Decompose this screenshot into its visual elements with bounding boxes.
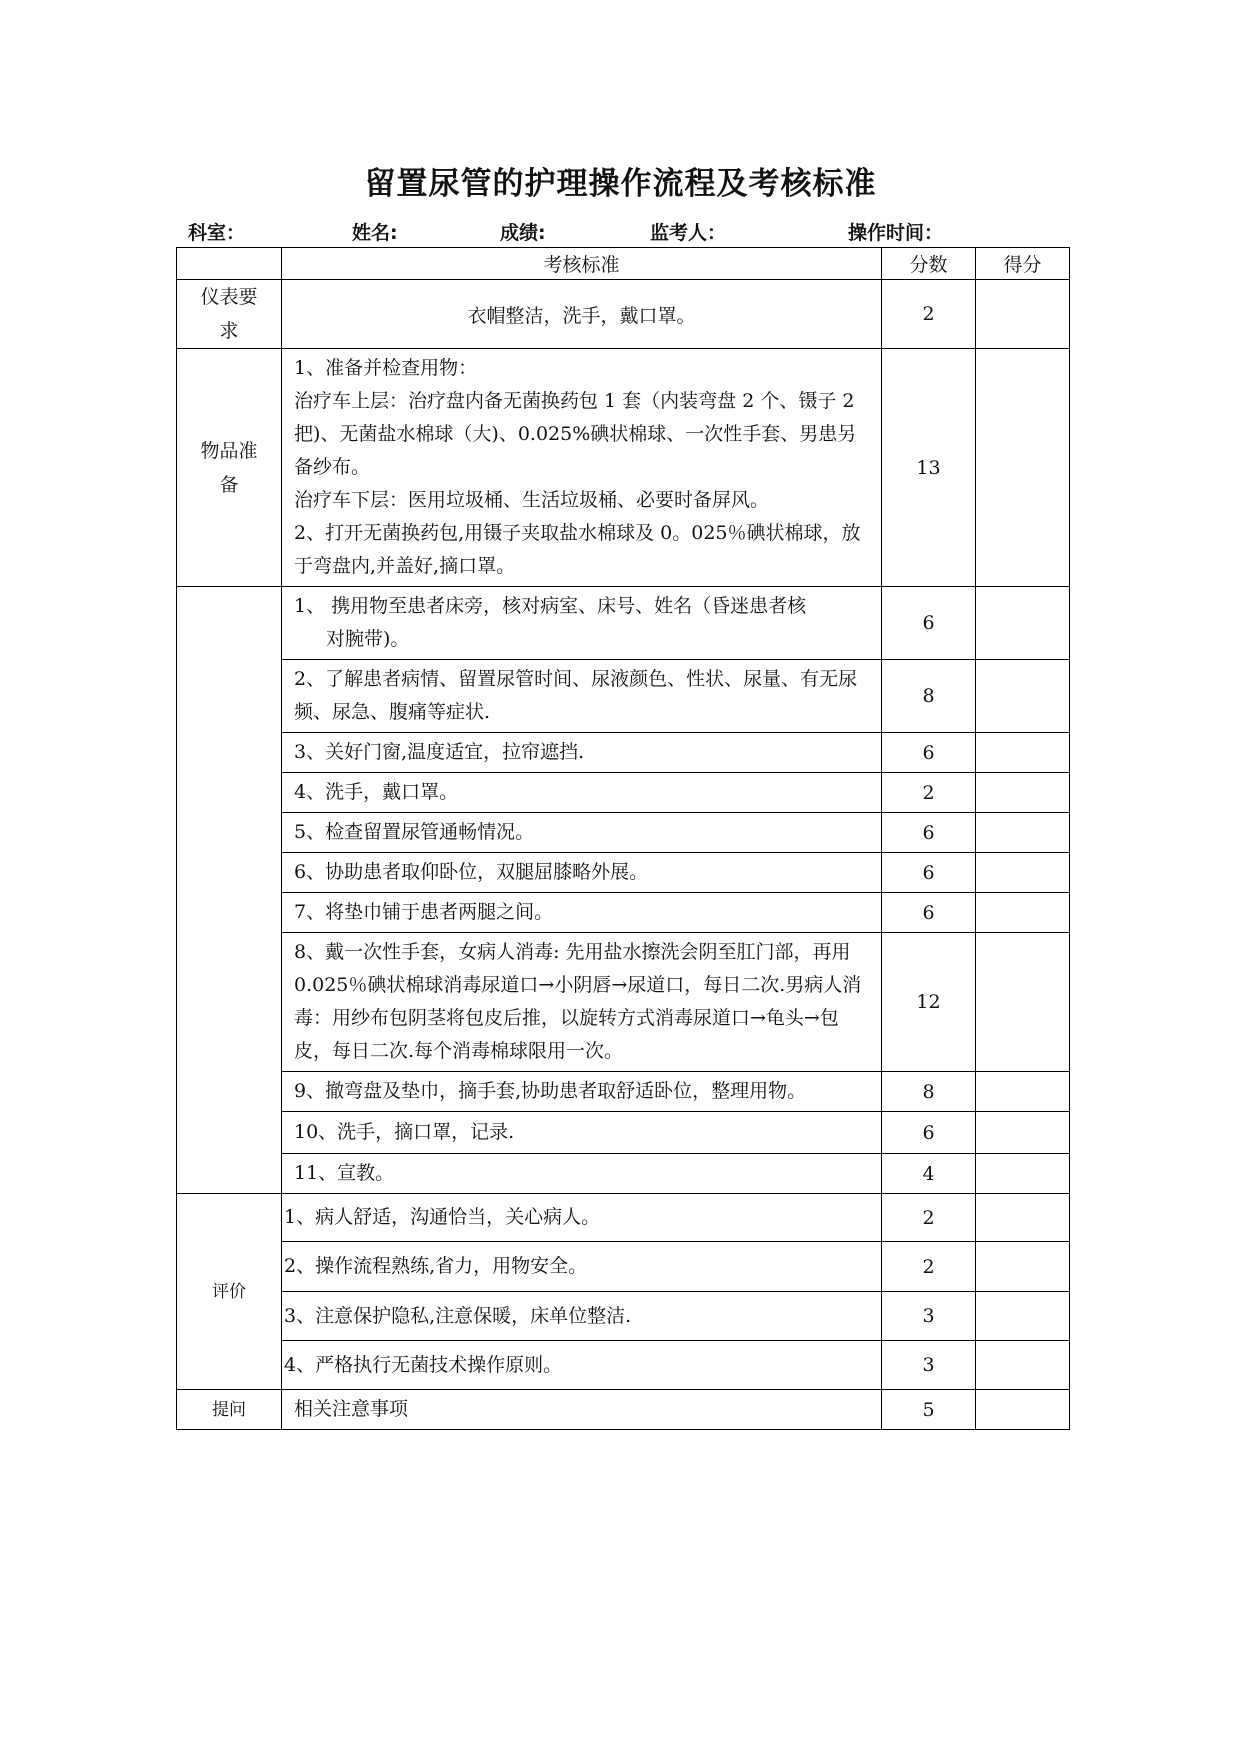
prep-line: 治疗车下层：医用垃圾桶、生活垃圾桶、必要时备屏风。	[294, 489, 770, 511]
prep-line: 2、打开无菌换药包,用镊子夹取盐水棉球及 0。025％碘状棉球，放于弯盘内,并盖好,摘口罩。	[294, 522, 861, 577]
table-row-evaluation	[177, 1194, 1070, 1242]
step-points: 8	[882, 660, 976, 733]
appearance-text: 衣帽整洁，洗手，戴口罩。	[282, 280, 882, 349]
table-row-evaluation	[177, 1292, 1070, 1341]
name-label: 姓名:	[352, 222, 398, 244]
prep-line: 治疗车上层：治疗盘内备无菌换药包 1 套（内装弯盘 2 个、镊子 2 把)、无菌盐水棉球（大)、0.025%碘状棉球、一次性手套、男患另备纱布。	[294, 390, 857, 478]
header-empty-cell	[177, 248, 282, 280]
step-text: 8、戴一次性手套，女病人消毒: 先用盐水擦洗会阴至肛门部，再用 0.025％碘状棉球消毒尿道口→小阴唇→尿道口，每日二次.男病人消毒：用纱布包阴茎将包皮后推，以旋转方式消毒尿道口→龟头→包皮，每日二次.每个消毒棉球限用一次。	[282, 933, 882, 1072]
step-points: 6	[882, 733, 976, 773]
time-label: 操作时间：	[848, 222, 944, 244]
evaluation-points: 2	[882, 1194, 976, 1242]
step-got	[976, 773, 1070, 813]
step-1-line-1: 1、 携用物至患者床旁，核对病室、床号、姓名（昏迷患者核	[294, 595, 807, 617]
table-row-step	[177, 773, 1070, 813]
step-got	[976, 733, 1070, 773]
header-fields	[0, 218, 1241, 248]
category-prep: 物品准备	[177, 349, 282, 587]
step-got	[976, 1112, 1070, 1154]
page-title: 留置尿管的护理操作流程及考核标准	[364, 166, 877, 202]
step-points: 8	[882, 1072, 976, 1112]
table-row-step	[177, 893, 1070, 933]
step-text: 11、宣教。	[282, 1154, 882, 1194]
table-row-step	[177, 1112, 1070, 1154]
step-points: 6	[882, 853, 976, 893]
question-got	[976, 1390, 1070, 1430]
table-row-step	[177, 587, 1070, 660]
evaluation-points: 3	[882, 1341, 976, 1390]
step-points: 6	[882, 893, 976, 933]
step-text: 9、撤弯盘及垫巾，摘手套,协助患者取舒适卧位，整理用物。	[282, 1072, 882, 1112]
step-points: 4	[882, 1154, 976, 1194]
evaluation-points: 2	[882, 1242, 976, 1292]
step-points: 6	[882, 813, 976, 853]
step-got	[976, 1154, 1070, 1194]
table-row-evaluation	[177, 1341, 1070, 1390]
table-row-step	[177, 660, 1070, 733]
table-row-evaluation	[177, 1242, 1070, 1292]
prep-points: 13	[882, 349, 976, 587]
evaluation-got	[976, 1341, 1070, 1390]
table-row-question	[177, 1390, 1070, 1430]
step-points: 6	[882, 587, 976, 660]
table-header-row	[177, 248, 1070, 280]
prep-line: 1、准备并检查用物：	[294, 357, 478, 379]
table-row-step	[177, 1072, 1070, 1112]
evaluation-points: 3	[882, 1292, 976, 1341]
dept-label: 科室：	[188, 222, 246, 244]
step-text: 10、洗手，摘口罩，记录.	[282, 1112, 882, 1154]
category-procedure	[177, 587, 282, 1194]
table-row-prep	[177, 349, 1070, 587]
evaluation-text: 4、严格执行无菌技术操作原则。	[282, 1341, 882, 1390]
category-question: 提问	[177, 1390, 282, 1430]
evaluation-got	[976, 1292, 1070, 1341]
step-text: 6、协助患者取仰卧位，双腿屈膝略外展。	[282, 853, 882, 893]
header-got: 得分	[976, 248, 1070, 280]
evaluation-got	[976, 1242, 1070, 1292]
table-row-step	[177, 1154, 1070, 1194]
question-text: 相关注意事项	[282, 1390, 882, 1430]
step-points: 2	[882, 773, 976, 813]
header-criteria: 考核标准	[282, 248, 882, 280]
step-text: 7、将垫巾铺于患者两腿之间。	[282, 893, 882, 933]
evaluation-text: 1、病人舒适，沟通恰当，关心病人。	[282, 1194, 882, 1242]
table-row-step	[177, 853, 1070, 893]
evaluation-got	[976, 1194, 1070, 1242]
appearance-points: 2	[882, 280, 976, 349]
step-got	[976, 587, 1070, 660]
step-1-line-2: 对腕带)。	[326, 628, 410, 650]
step-text: 4、洗手，戴口罩。	[282, 773, 882, 813]
evaluation-text: 3、注意保护隐私,注意保暖，床单位整洁.	[282, 1292, 882, 1341]
category-evaluation: 评价	[177, 1194, 282, 1390]
step-text: 3、关好门窗,温度适宜，拉帘遮挡.	[282, 733, 882, 773]
prep-got	[976, 349, 1070, 587]
appearance-got	[976, 280, 1070, 349]
category-appearance: 仪表要求	[177, 280, 282, 349]
examiner-label: 监考人：	[650, 222, 727, 244]
question-points: 5	[882, 1390, 976, 1430]
step-points: 12	[882, 933, 976, 1072]
table-row-step	[177, 933, 1070, 1072]
table-row-appearance	[177, 280, 1070, 349]
step-text: 5、检查留置尿管通畅情况。	[282, 813, 882, 853]
step-got	[976, 853, 1070, 893]
step-got	[976, 1072, 1070, 1112]
step-got	[976, 660, 1070, 733]
grade-label: 成绩:	[500, 222, 546, 244]
assessment-table	[176, 247, 1070, 1430]
evaluation-text: 2、操作流程熟练,省力，用物安全。	[282, 1242, 882, 1292]
prep-content	[282, 349, 882, 587]
step-got	[976, 893, 1070, 933]
step-got	[976, 813, 1070, 853]
step-got	[976, 933, 1070, 1072]
step-points: 6	[882, 1112, 976, 1154]
step-text	[282, 587, 882, 660]
step-text: 2、了解患者病情、留置尿管时间、尿液颜色、性状、尿量、有无尿频、尿急、腹痛等症状.	[282, 660, 882, 733]
header-points: 分数	[882, 248, 976, 280]
table-row-step	[177, 733, 1070, 773]
table-row-step	[177, 813, 1070, 853]
